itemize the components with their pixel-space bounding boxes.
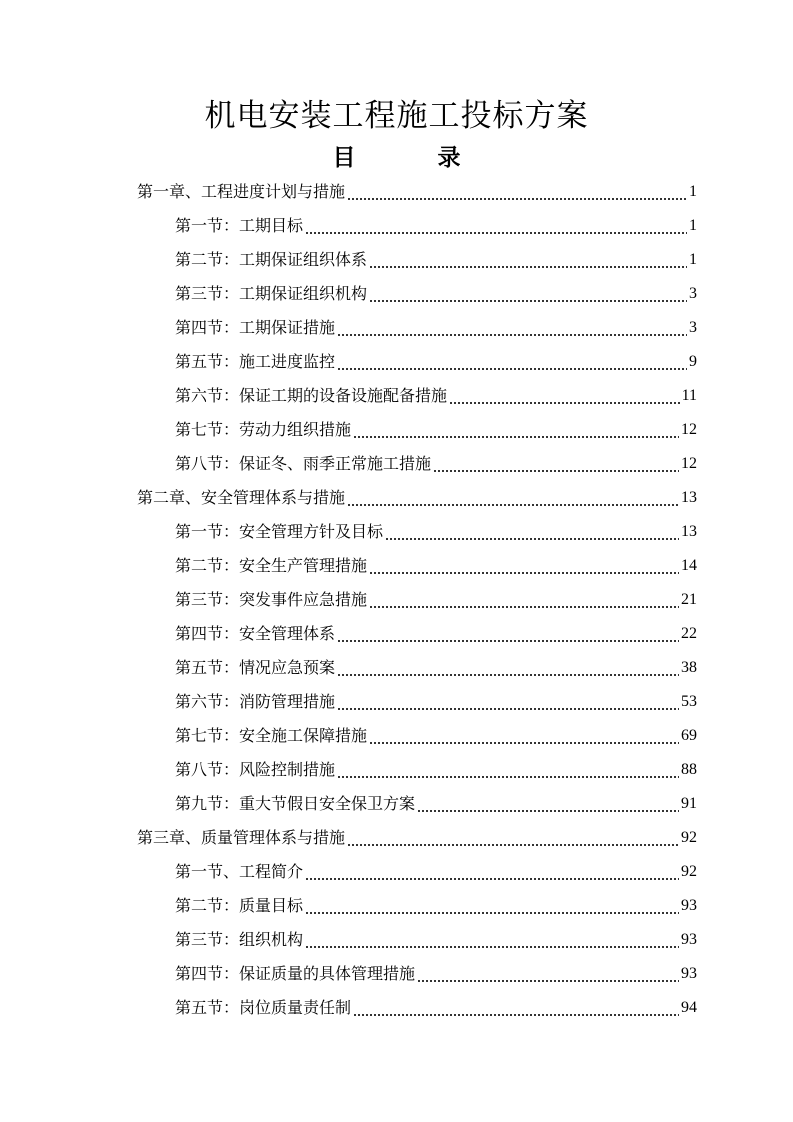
document-title: 机电安装工程施工投标方案 [204, 98, 589, 134]
toc-dot-leader [337, 692, 679, 712]
toc-entry-title: 第四节：安全管理体系 [175, 624, 336, 643]
toc-dot-leader [305, 216, 687, 236]
toc-section-entry[interactable] [0, 617, 793, 651]
toc-page-number: 14 [681, 557, 697, 574]
toc-dot-leader [369, 284, 687, 304]
toc-entry-title: 第六节：保证工期的设备设施配备措施 [175, 386, 448, 405]
toc-section-entry[interactable] [0, 447, 793, 481]
toc-section-entry[interactable] [0, 243, 793, 277]
toc-page-number: 1 [689, 217, 697, 234]
toc-page-number: 93 [681, 897, 697, 914]
toc-page-number: 1 [689, 251, 697, 268]
toc-dot-leader [433, 454, 679, 474]
toc-page-number: 1 [689, 183, 697, 200]
toc-page-number: 53 [681, 693, 697, 710]
toc-entry-title: 第五节：岗位质量责任制 [175, 998, 352, 1017]
toc-section-entry[interactable] [0, 719, 793, 753]
toc-page-number: 93 [681, 965, 697, 982]
toc-page-number: 3 [689, 319, 697, 336]
toc-entry-title: 第五节：情况应急预案 [175, 658, 336, 677]
toc-page-number: 91 [681, 795, 697, 812]
toc-dot-leader [305, 896, 679, 916]
toc-page-number: 11 [681, 387, 697, 404]
toc-section-entry[interactable] [0, 685, 793, 719]
toc-entry-title: 第八节：保证冬、雨季正常施工措施 [175, 454, 432, 473]
toc-dot-leader [337, 624, 679, 644]
toc-dot-leader [337, 318, 687, 338]
toc-dot-leader [449, 386, 680, 406]
toc-section-entry[interactable] [0, 753, 793, 787]
toc-section-entry[interactable] [0, 209, 793, 243]
toc-entry-title: 第一节：安全管理方针及目标 [175, 522, 384, 541]
toc-page-number: 21 [681, 591, 697, 608]
toc-section-entry[interactable] [0, 651, 793, 685]
toc-dot-leader [353, 420, 679, 440]
toc-section-entry[interactable] [0, 515, 793, 549]
table-of-contents [0, 175, 793, 1025]
toc-dot-leader [353, 998, 679, 1018]
toc-dot-leader [305, 862, 679, 882]
toc-section-entry[interactable] [0, 787, 793, 821]
toc-entry-title: 第八节：风险控制措施 [175, 760, 336, 779]
toc-dot-leader [337, 352, 687, 372]
toc-chapter-entry[interactable] [0, 175, 793, 209]
toc-entry-title: 第七节：安全施工保障措施 [175, 726, 368, 745]
toc-entry-title: 第九节：重大节假日安全保卫方案 [175, 794, 416, 813]
toc-section-entry[interactable] [0, 583, 793, 617]
toc-section-entry[interactable] [0, 549, 793, 583]
toc-dot-leader [337, 658, 679, 678]
toc-page-number: 38 [681, 659, 697, 676]
toc-entry-title: 第三节：组织机构 [175, 930, 304, 949]
toc-dot-leader [417, 964, 679, 984]
toc-dot-leader [369, 590, 679, 610]
toc-section-entry[interactable] [0, 889, 793, 923]
toc-entry-title: 第三节：工期保证组织机构 [175, 284, 368, 303]
toc-entry-title: 第二节：安全生产管理措施 [175, 556, 368, 575]
toc-entry-title: 第六节：消防管理措施 [175, 692, 336, 711]
toc-page-number: 93 [681, 931, 697, 948]
toc-dot-leader [347, 488, 679, 508]
toc-entry-title: 第七节：劳动力组织措施 [175, 420, 352, 439]
toc-dot-leader [417, 794, 679, 814]
toc-dot-leader [369, 556, 679, 576]
toc-dot-leader [337, 760, 679, 780]
toc-page-number: 13 [681, 523, 697, 540]
toc-section-entry[interactable] [0, 957, 793, 991]
toc-page-number: 3 [689, 285, 697, 302]
toc-chapter-entry[interactable] [0, 481, 793, 515]
toc-section-entry[interactable] [0, 923, 793, 957]
toc-entry-title: 第五节：施工进度监控 [175, 352, 336, 371]
toc-page-number: 12 [681, 455, 697, 472]
toc-page-number: 92 [681, 863, 697, 880]
toc-entry-title: 第一章、工程进度计划与措施 [137, 182, 346, 201]
toc-section-entry[interactable] [0, 277, 793, 311]
toc-page-number: 12 [681, 421, 697, 438]
toc-section-entry[interactable] [0, 991, 793, 1025]
toc-entry-title: 第三章、质量管理体系与措施 [137, 828, 346, 847]
toc-entry-title: 第二章、安全管理体系与措施 [137, 488, 346, 507]
toc-dot-leader [305, 930, 679, 950]
toc-dot-leader [385, 522, 679, 542]
toc-page-number: 13 [681, 489, 697, 506]
toc-entry-title: 第一节、工程简介 [175, 862, 304, 881]
toc-section-entry[interactable] [0, 855, 793, 889]
toc-dot-leader [347, 182, 687, 202]
toc-section-entry[interactable] [0, 379, 793, 413]
toc-entry-title: 第三节：突发事件应急措施 [175, 590, 368, 609]
toc-chapter-entry[interactable] [0, 821, 793, 855]
toc-page-number: 69 [681, 727, 697, 744]
toc-section-entry[interactable] [0, 345, 793, 379]
toc-entry-title: 第四节：工期保证措施 [175, 318, 336, 337]
toc-entry-title: 第一节：工期目标 [175, 216, 304, 235]
toc-dot-leader [347, 828, 679, 848]
toc-entry-title: 第二节：工期保证组织体系 [175, 250, 368, 269]
toc-dot-leader [369, 250, 687, 270]
toc-page-number: 9 [689, 353, 697, 370]
toc-page-number: 22 [681, 625, 697, 642]
toc-section-entry[interactable] [0, 413, 793, 447]
toc-page-number: 94 [681, 999, 697, 1016]
toc-page-number: 92 [681, 829, 697, 846]
toc-entry-title: 第四节：保证质量的具体管理措施 [175, 964, 416, 983]
toc-section-entry[interactable] [0, 311, 793, 345]
toc-page-number: 88 [681, 761, 697, 778]
toc-dot-leader [369, 726, 679, 746]
toc-entry-title: 第二节：质量目标 [175, 896, 304, 915]
toc-heading: 目 录 [332, 144, 483, 171]
